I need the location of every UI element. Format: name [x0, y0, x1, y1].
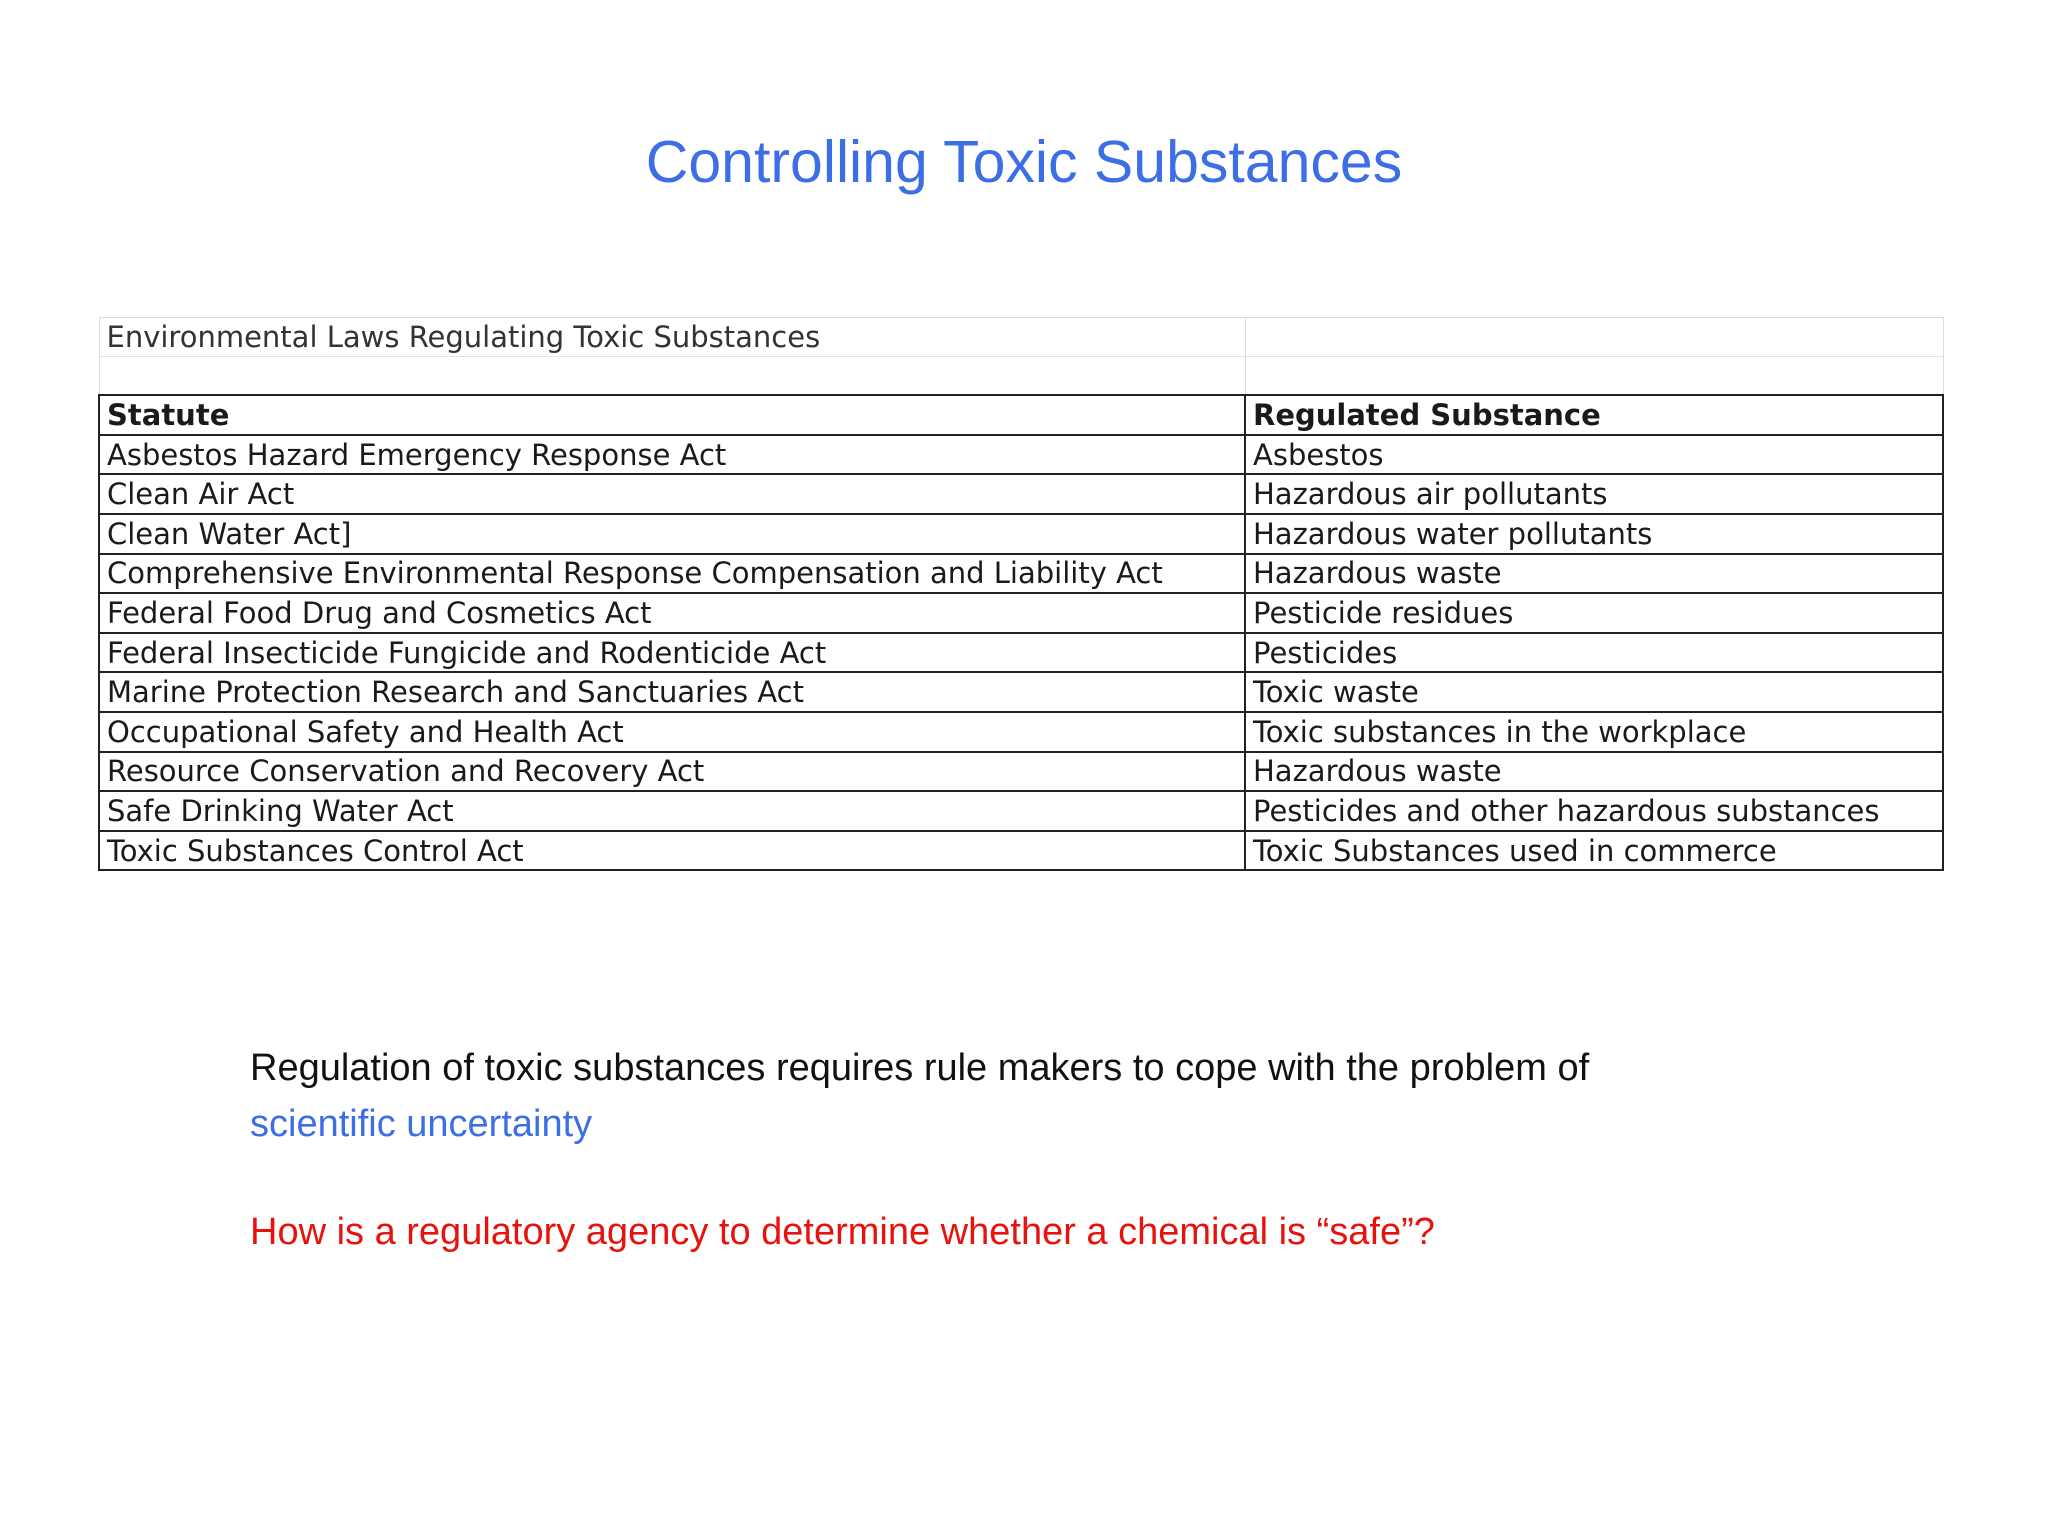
statute-cell: Occupational Safety and Health Act: [99, 712, 1245, 752]
table-spacer-row: [99, 356, 1943, 395]
substance-cell: Hazardous waste: [1245, 752, 1943, 792]
table-caption: Environmental Laws Regulating Toxic Substances: [99, 318, 1245, 357]
statute-cell: Federal Food Drug and Cosmetics Act: [99, 593, 1245, 633]
laws-table: [98, 317, 1944, 871]
substance-cell: Toxic substances in the workplace: [1245, 712, 1943, 752]
table-header-row: [99, 395, 1943, 435]
substance-cell: Hazardous air pollutants: [1245, 474, 1943, 514]
table-spacer-cell: [1245, 356, 1943, 395]
table-row: [99, 554, 1943, 594]
laws-table-container: [98, 317, 1942, 868]
table-row: [99, 712, 1943, 752]
statute-cell: Asbestos Hazard Emergency Response Act: [99, 435, 1245, 475]
table-spacer-cell: [99, 356, 1245, 395]
safety-question: How is a regulatory agency to determine whether a chemical is “safe”?: [250, 1211, 1435, 1253]
table-row: [99, 474, 1943, 514]
table-row: [99, 752, 1943, 792]
statute-cell: Comprehensive Environmental Response Compensation and Liability Act: [99, 554, 1245, 594]
substance-cell: Pesticides and other hazardous substances: [1245, 791, 1943, 831]
statement-text: Regulation of toxic substances requires rule makers to cope with the problem of: [250, 1047, 1590, 1089]
table-caption-row: [99, 318, 1943, 357]
table-row: [99, 791, 1943, 831]
statute-cell: Toxic Substances Control Act: [99, 831, 1245, 871]
substance-cell: Pesticide residues: [1245, 593, 1943, 633]
column-header-regulated-substance: Regulated Substance: [1245, 395, 1943, 435]
uncertainty-statement: [250, 1040, 1810, 1152]
table-row: [99, 831, 1943, 871]
statute-cell: Marine Protection Research and Sanctuaries Act: [99, 672, 1245, 712]
statute-cell: Clean Water Act]: [99, 514, 1245, 554]
substance-cell: Hazardous waste: [1245, 554, 1943, 594]
statute-cell: Federal Insecticide Fungicide and Rodenticide Act: [99, 633, 1245, 673]
substance-cell: Toxic Substances used in commerce: [1245, 831, 1943, 871]
substance-cell: Pesticides: [1245, 633, 1943, 673]
scientific-uncertainty-highlight: scientific uncertainty: [250, 1103, 593, 1145]
statute-cell: Clean Air Act: [99, 474, 1245, 514]
statute-cell: Safe Drinking Water Act: [99, 791, 1245, 831]
substance-cell: Toxic waste: [1245, 672, 1943, 712]
substance-cell: Hazardous water pollutants: [1245, 514, 1943, 554]
table-row: [99, 593, 1943, 633]
table-row: [99, 435, 1943, 475]
statute-cell: Resource Conservation and Recovery Act: [99, 752, 1245, 792]
slide-title: Controlling Toxic Substances: [645, 129, 1403, 195]
column-header-statute: Statute: [99, 395, 1245, 435]
table-row: [99, 514, 1943, 554]
substance-cell: Asbestos: [1245, 435, 1943, 475]
table-row: [99, 633, 1943, 673]
table-caption-empty-cell: [1245, 318, 1943, 357]
table-row: [99, 672, 1943, 712]
